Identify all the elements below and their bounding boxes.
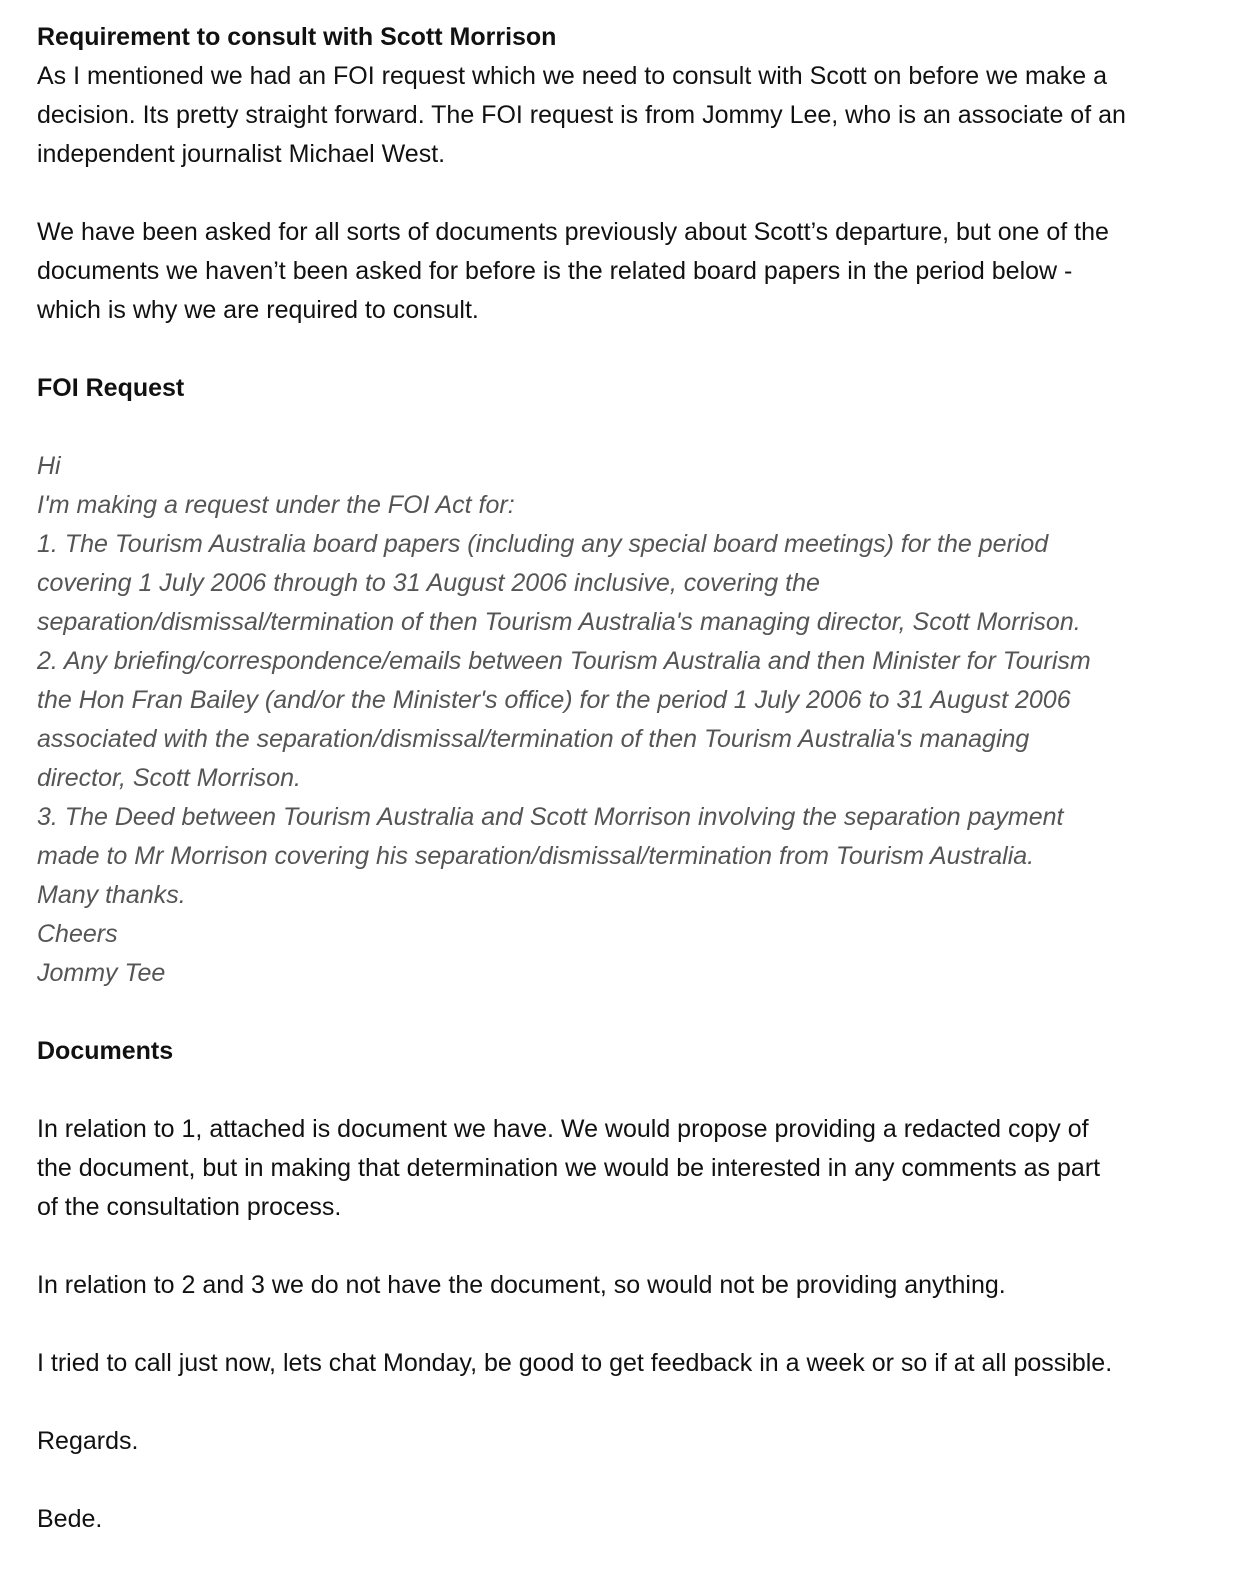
foi-request-line: the Hon Fran Bailey (and/or the Minister's office) for the period 1 July 2006 to 31 August 2006	[37, 686, 1071, 714]
context-line: We have been asked for all sorts of documents previously about Scott’s departure, but one of the	[37, 218, 1109, 246]
foi-request-line: covering 1 July 2006 through to 31 August 2006 inclusive, covering the	[37, 569, 820, 597]
context-paragraph	[37, 213, 1227, 330]
paragraph-gap	[37, 993, 1227, 1032]
paragraph-gap	[37, 1383, 1227, 1422]
paragraph-gap	[37, 1305, 1227, 1344]
documents-heading: Documents	[37, 1037, 174, 1065]
intro-line: decision. Its pretty straight forward. The FOI request is from Jommy Lee, who is an associate of an	[37, 101, 1126, 129]
documents-line: of the consultation process.	[37, 1193, 342, 1221]
foi-request-quote	[37, 447, 1227, 993]
foi-request-line: director, Scott Morrison.	[37, 764, 301, 792]
foi-request-line: made to Mr Morrison covering his separation/dismissal/termination from Tourism Australia.	[37, 842, 1035, 870]
paragraph-gap	[37, 408, 1227, 447]
subject-heading: Requirement to consult with Scott Morrison	[37, 23, 557, 51]
foi-request-line: Jommy Tee	[37, 959, 166, 987]
context-line: which is why we are required to consult.	[37, 296, 479, 324]
foi-request-line: separation/dismissal/termination of then Tourism Australia's managing director, Scott Morrison.	[37, 608, 1081, 636]
paragraph-gap	[37, 1071, 1227, 1110]
signature-line: Bede.	[37, 1505, 103, 1533]
email-body	[37, 18, 1227, 1539]
items-2-3-paragraph: In relation to 2 and 3 we do not have the document, so would not be providing anything.	[37, 1271, 1006, 1299]
paragraph-gap	[37, 174, 1227, 213]
foi-request-line: 2. Any briefing/correspondence/emails between Tourism Australia and then Minister for Tourism	[37, 647, 1091, 675]
call-paragraph: I tried to call just now, lets chat Monday, be good to get feedback in a week or so if at all possible.	[37, 1349, 1113, 1377]
foi-request-line: associated with the separation/dismissal/termination of then Tourism Australia's managing	[37, 725, 1030, 753]
paragraph-gap	[37, 330, 1227, 369]
intro-line: independent journalist Michael West.	[37, 140, 446, 168]
paragraph-gap	[37, 1227, 1227, 1266]
context-line: documents we haven’t been asked for before is the related board papers in the period below -	[37, 257, 1073, 285]
foi-request-heading: FOI Request	[37, 374, 185, 402]
foi-request-line: Cheers	[37, 920, 118, 948]
documents-line: the document, but in making that determination we would be interested in any comments as part	[37, 1154, 1101, 1182]
paragraph-gap	[37, 1461, 1227, 1500]
intro-paragraph	[37, 57, 1227, 174]
documents-line: In relation to 1, attached is document we have. We would propose providing a redacted copy of	[37, 1115, 1089, 1143]
foi-request-line: Hi	[37, 452, 61, 480]
foi-request-line: 3. The Deed between Tourism Australia and Scott Morrison involving the separation payment	[37, 803, 1064, 831]
documents-paragraph	[37, 1110, 1227, 1227]
regards-line: Regards.	[37, 1427, 139, 1455]
foi-request-line: I'm making a request under the FOI Act for:	[37, 491, 515, 519]
intro-line: As I mentioned we had an FOI request which we need to consult with Scott on before we make a	[37, 62, 1108, 90]
foi-request-line: Many thanks.	[37, 881, 186, 909]
foi-request-line: 1. The Tourism Australia board papers (including any special board meetings) for the period	[37, 530, 1049, 558]
